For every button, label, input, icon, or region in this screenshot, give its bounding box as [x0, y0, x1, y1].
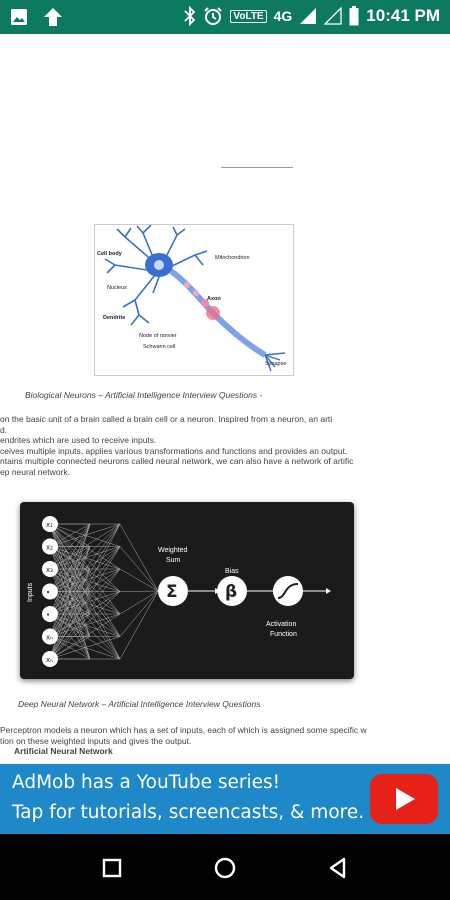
neural-network-figure: [20, 502, 354, 679]
ad-headline: AdMob has a YouTube series!: [12, 772, 281, 793]
navigation-bar: [0, 834, 450, 900]
label-nucleus: Nucleus: [107, 285, 127, 291]
input-node-label: xₙ: [46, 633, 53, 642]
neuron-figure: [94, 224, 294, 376]
connection-line: [120, 591, 158, 592]
paragraph-2: [0, 725, 450, 757]
figure-1-caption: Biological Neurons – Artificial Intelligence Interview Questions -: [25, 390, 263, 400]
bluetooth-icon: [184, 6, 196, 26]
divider: [221, 167, 293, 168]
paragraph-1-line: ntains multiple connected neurons called neural network, we can also have a network of artific: [0, 456, 354, 466]
ad-subline: Tap for tutorials, screencasts, & more.: [12, 802, 365, 823]
signal-icon: [299, 7, 317, 25]
article-content[interactable]: [0, 34, 450, 764]
connection-line: [120, 591, 158, 659]
volte-indicator: VoLTE: [230, 10, 266, 23]
paragraph-1-line: on the basic unit of a brain called a brain cell or a neuron. Inspired from a neuron, an arti: [0, 414, 333, 424]
input-node-label: •: [46, 588, 51, 597]
network-type: 4G: [273, 8, 293, 24]
sum-symbol: Σ: [166, 582, 178, 602]
bias-label: Bias: [225, 568, 239, 575]
label-synapse: Synapse: [265, 361, 287, 367]
paragraph-2-line: Perceptron models a neuron which has a set of inputs, each of which is assigned some specific w: [0, 725, 367, 735]
paragraph-1-line: ep neural network.: [0, 466, 70, 477]
admob-banner[interactable]: [0, 764, 450, 834]
label-axon: Axon: [207, 296, 221, 302]
neural-network-diagram: [20, 502, 354, 679]
label-mitochondrion: Mitochondrion: [215, 255, 250, 261]
label-schwann-cell: Schwann cell: [143, 344, 176, 350]
image-icon: [10, 8, 28, 26]
paragraph-2-line: Artificial Neural Network: [14, 746, 113, 756]
function-label: Function: [270, 631, 297, 638]
connection-line: [120, 591, 158, 637]
input-node-label: xₙ: [46, 656, 53, 664]
input-node-label: x₁: [46, 521, 53, 529]
paragraph-1-line: ceives multiple inputs, applies various transformations and functions and provides an output.: [0, 445, 348, 456]
paragraph-1: [0, 414, 450, 477]
recents-square-icon[interactable]: [98, 854, 126, 882]
connection-line: [120, 547, 158, 592]
figure-2-caption: Deep Neural Network – Artificial Intelligence Interview Questions: [18, 699, 261, 709]
status-bar-right: [184, 6, 440, 26]
home-circle-icon[interactable]: [211, 854, 239, 882]
activation-label: Activation: [266, 621, 297, 628]
status-bar-left: [10, 6, 64, 28]
connection-line: [120, 591, 158, 614]
signal-empty-icon: [324, 7, 342, 25]
connection-line: [120, 524, 158, 591]
label-node-of-ranvier: Node of ranvier: [139, 333, 177, 339]
paragraph-2-line: tion on these weighted inputs and gives the output.: [0, 735, 192, 746]
paragraph-1-line: endrites which are used to receive inputs.: [0, 435, 157, 445]
upload-icon: [42, 6, 64, 28]
back-triangle-icon[interactable]: [324, 854, 352, 882]
status-time: 10:41 PM: [366, 6, 440, 25]
inputs-label: Inputs: [27, 582, 34, 602]
weighted-label: Weighted: [158, 547, 188, 554]
connection-line: [120, 569, 158, 591]
label-cell-body: Cell body: [97, 251, 122, 257]
neuron-illustration: [95, 225, 293, 375]
bias-symbol: β: [225, 582, 238, 602]
battery-icon: [349, 6, 359, 26]
input-node-label: x₂: [46, 543, 53, 552]
activation-node: [273, 576, 303, 606]
alarm-icon: [203, 6, 223, 26]
label-dendrite: Dendrite: [103, 315, 126, 321]
input-node-label: x₃: [46, 566, 53, 574]
input-node-label: •: [46, 611, 51, 619]
status-bar: [0, 0, 450, 34]
youtube-play-icon[interactable]: [370, 774, 438, 824]
sum-label: Sum: [166, 557, 181, 564]
paragraph-1-line: d.: [0, 424, 8, 435]
